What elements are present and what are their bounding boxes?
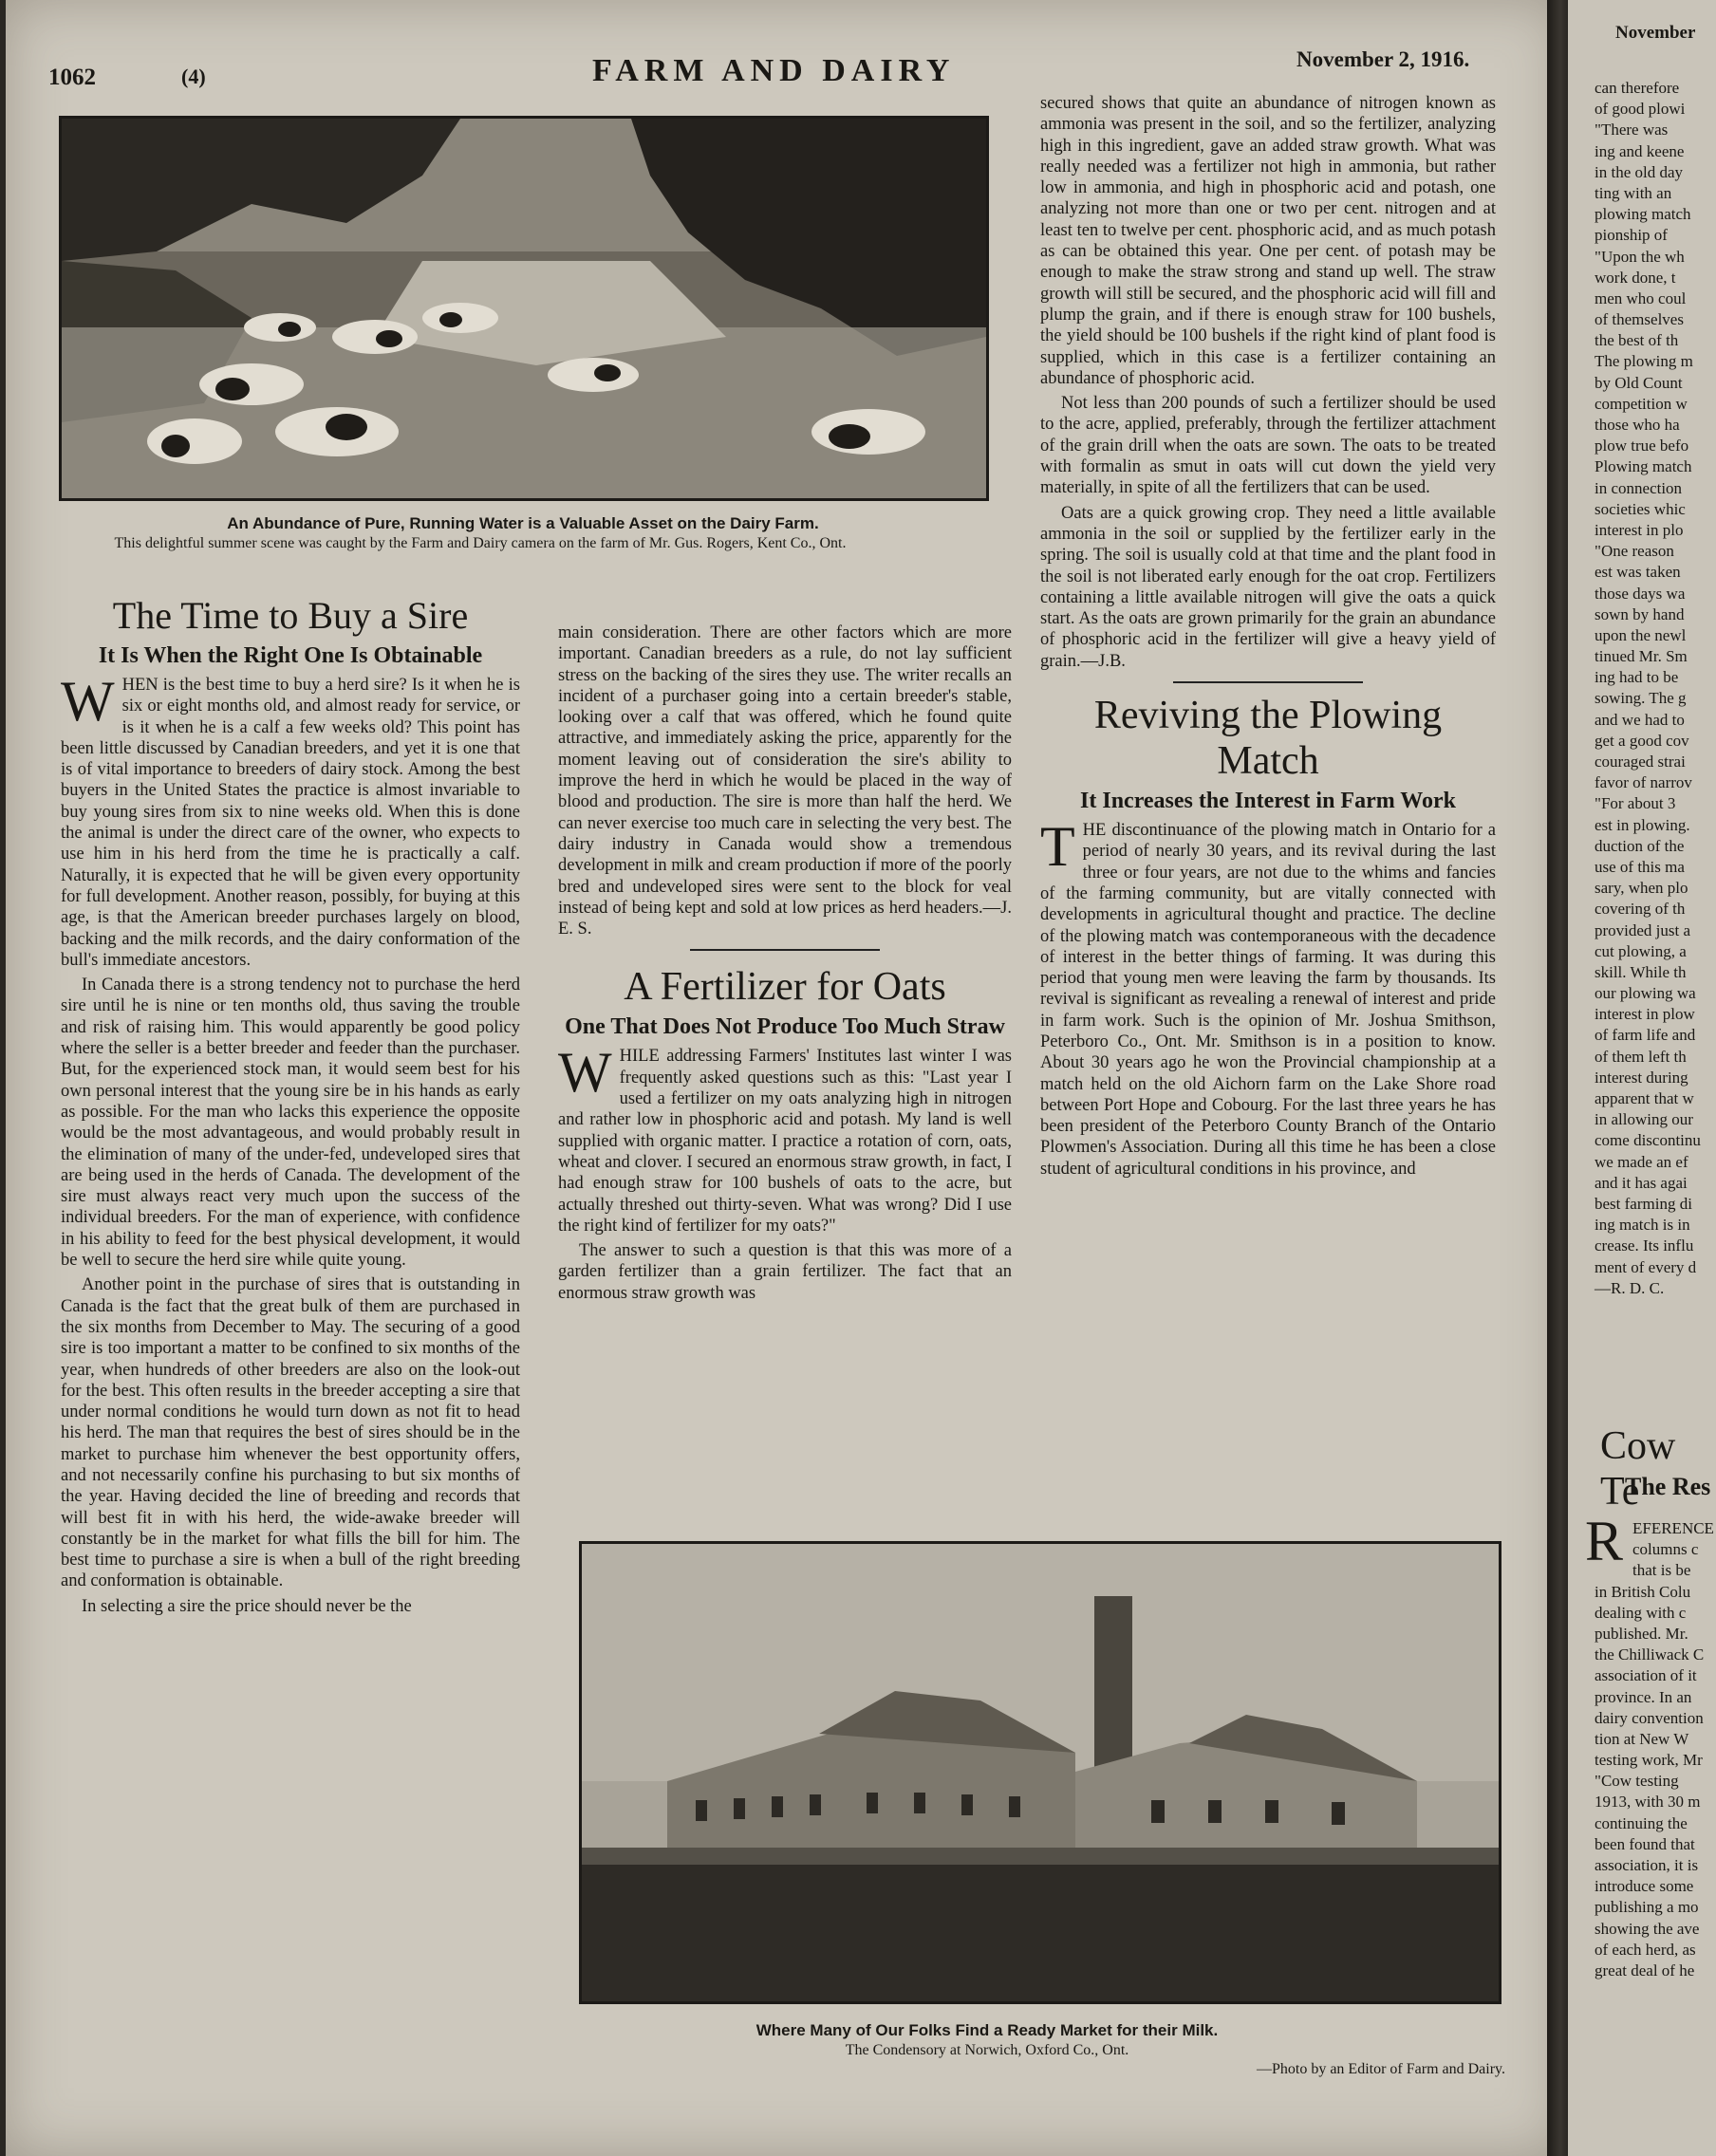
adjacent-text-line: those who ha — [1595, 416, 1680, 434]
adjacent-text-line: great deal of he — [1595, 1961, 1695, 1979]
photo2-caption: Where Many of Our Folks Find a Ready Market for their Milk. — [755, 2021, 1219, 2039]
adjacent-text-line: 1913, with 30 m — [1595, 1793, 1701, 1812]
adjacent-text-line: dealing with c — [1595, 1603, 1687, 1622]
adjacent-text-line: societies whic — [1595, 499, 1686, 518]
article2-dropcap: W — [558, 1041, 612, 1105]
adjacent-text-line: couraged strai — [1595, 753, 1686, 771]
article1-dropcap: W — [61, 670, 115, 733]
adjacent-text-line: "There was — [1595, 121, 1669, 139]
adjacent-text-line: of themselves — [1595, 310, 1684, 329]
photo2-credit: —Photo by an Editor of Farm and Dairy. — [1256, 2061, 1505, 2077]
adjacent-page-dropcap: R — [1585, 1510, 1624, 1572]
newspaper-page — [6, 0, 1562, 2156]
adjacent-text-line: tinued Mr. Sm — [1595, 647, 1688, 666]
adjacent-text-line: pionship of — [1595, 226, 1668, 245]
adjacent-text-line: published. Mr. — [1595, 1624, 1688, 1643]
column-1 — [61, 584, 520, 2026]
article2-subtitle: One That Does Not Produce Too Much Straw — [565, 1014, 1005, 1040]
article1-paragraph: WHEN is the best time to buy a herd sire? Is it when he is six or eight months old, and almost ready for service, or is it when he is a calf a few weeks old? This point has been little discussed by Canadian breeders, and yet it is one that is of vital importance to breeders of dairy stock. Among the best buyers in the United States the practice is almost invariable to buy young sires from six to nine weeks old. When this is done the animal is under the direct care of the owner, who expects to use him in his herd from the time he is practically a calf. Naturally, it is expected that he will be given every opportunity for full development. Another reason, possibly, for buying at this age, is that the American breeder purchases largely on blood, backing and the milk records, and the dairy conformation of the bull's immediate ancestors. — [61, 670, 520, 970]
article1-paragraph: In Canada there is a strong tendency not to purchase the herd sire until he is nine or ten months old, thus saving the trouble and risk of raising him. This would apparently be good policy where the seller is a better breeder and feeder than the purchaser. But, for the experienced stock man, it would seem best for his own personal interest that the young sire be in his hands as early as possible. For the man who lacks this experience the opposite would be the most advantageous, and would probably result in the elimination of many of the under-fed, undeveloped sires that are being used in the herds of Canada. The development of the sire must always react very much upon the success of the individual breeders. For the man of experience, with confidence in his ability to feed for the best physical development, it would be well to secure the herd sire while quite young. — [61, 976, 520, 1271]
adjacent-text-line: The plowing m — [1595, 352, 1693, 371]
masthead: FARM AND DAIRY — [592, 53, 956, 88]
adjacent-page-headline: Cow Te — [1600, 1424, 1676, 1514]
adjacent-text-line: association, it is — [1595, 1856, 1699, 1874]
adjacent-text-line: duction of the — [1595, 836, 1685, 855]
divider — [690, 949, 880, 951]
adjacent-text-line: ing had to be — [1595, 668, 1679, 687]
adjacent-text-line: dairy convention — [1595, 1708, 1704, 1727]
article2-paragraph: Not less than 200 pounds of such a fertilizer should be used to the acre, applied, preferably, through the fertilizer attachment of the grain drill when the oats are sown. The oats to be treated with formalin as smut in oats will cut down the yield very materially, in spite of all the fertilizers that can be used. — [1040, 394, 1496, 498]
adjacent-page-column-bottom — [1595, 1518, 1714, 1981]
article2-paragraph: Oats are a quick growing crop. They need a little available ammonia in the soil or supplied by the fertilizer early in the spring. The soil is usually cold at that time and the plant food in the soil is not liberated early enough for the oat crop. Fertilizers containing a little available nitrogen will give the oats a quick start. As the oats are grown primarily for the grain an abundance of phosphoric acid in the fertilizer will give a heavy yield of grain.—J.B. — [1040, 503, 1496, 671]
adjacent-text-line: get a good cov — [1595, 731, 1689, 750]
adjacent-text-line: publishing a mo — [1595, 1898, 1699, 1917]
adjacent-text-line: best farming di — [1595, 1194, 1692, 1213]
adjacent-text-line: upon the newl — [1595, 625, 1687, 644]
article1-subtitle: It Is When the Right One Is Obtainable — [98, 643, 483, 668]
issue-date: November 2, 1916. — [1296, 47, 1470, 71]
adjacent-text-line: in British Colu — [1595, 1582, 1691, 1601]
article2-paragraph: The answer to such a question is that this was more of a garden fertilizer than a grain fertilizer. The fact that an enormous straw growth was — [558, 1241, 1012, 1303]
adjacent-page-column-top — [1595, 78, 1701, 1299]
adjacent-page — [1568, 0, 1716, 2156]
article2-paragraph: WHILE addressing Farmers' Institutes last winter I was frequently asked questions such as this: "Last year I used a fertilizer on my oats analyzing high in nitrogen and rather low in phosphoric acid and potash. My land is well supplied with organic matter. I practice a rotation of corn, oats, wheat and clover. I secured an enormous straw growth, in fact, I had enough straw for 100 bushels of oats to the acre, but actually threshed out thirty-seven. What was wrong? Did I use the right kind of fertilizer for my oats?" — [558, 1041, 1012, 1236]
adjacent-text-line: apparent that w — [1595, 1089, 1694, 1107]
adjacent-text-line: "For about 3 — [1595, 794, 1676, 813]
adjacent-text-line: tion at New W — [1595, 1729, 1689, 1748]
page-number: 1062 — [48, 65, 96, 90]
adjacent-text-line: ing and keene — [1595, 141, 1685, 160]
adjacent-text-line: interest in plow — [1595, 1005, 1695, 1024]
adjacent-text-line: crease. Its influ — [1595, 1236, 1694, 1255]
adjacent-text-line: we made an ef — [1595, 1152, 1688, 1171]
photo1-caption: An Abundance of Pure, Running Water is a Valuable Asset on the Dairy Farm. — [227, 514, 819, 532]
adjacent-text-line: of good plowi — [1595, 100, 1686, 119]
adjacent-text-line: introduce some — [1595, 1877, 1694, 1896]
adjacent-text-line: of them left th — [1595, 1047, 1687, 1066]
divider — [1173, 681, 1363, 683]
adjacent-text-line: work done, t — [1595, 268, 1676, 287]
cows-water-photo — [59, 116, 989, 501]
adjacent-text-line: sowing. The g — [1595, 689, 1687, 708]
adjacent-text-line: plowing match — [1595, 205, 1691, 224]
condensory-photo — [579, 1541, 1502, 2004]
adjacent-text-line: est was taken — [1595, 563, 1681, 582]
column-2 — [558, 623, 1012, 1519]
section-number: (4) — [181, 65, 206, 88]
adjacent-text-line: the Chilliwack C — [1595, 1645, 1705, 1664]
adjacent-text-line: provided just a — [1595, 920, 1691, 939]
adjacent-text-line: in the old day — [1595, 162, 1684, 181]
photo2-subcaption: The Condensory at Norwich, Oxford Co., Ont. — [845, 2042, 1129, 2058]
adjacent-text-line: competition w — [1595, 394, 1688, 413]
adjacent-text-line: of farm life and — [1595, 1026, 1696, 1045]
article1-paragraph: main consideration. There are other factors which are more important. Canadian breeders as a rule, do not lay sufficient stress on the backing of the sires they use. The writer recalls an incident of a purchaser going into a certain breeder's stable, looking over a calf that was offered, which he found quite attractive, and immediately asking the price, apparently for the moment leaving out of consideration the sire's ability to improve the herd in which he would be placed in the way of blood and production. The sire is more than half the herd. We can never exercise too much care in selecting the very best. The dairy industry in Canada would show a tremendous development in milk and cream production if more of the poorly bred and undeveloped sires were sent to the block for veal instead of being kept and sold at low prices as herd headers.—J. E. S. — [558, 623, 1012, 939]
article3-dropcap: T — [1040, 815, 1075, 879]
adjacent-text-line: our plowing wa — [1595, 984, 1696, 1003]
adjacent-text-line: interest in plo — [1595, 520, 1684, 539]
adjacent-text-line: can therefore — [1595, 79, 1680, 97]
adjacent-text-line: testing work, Mr — [1595, 1751, 1703, 1770]
article1-paragraph: Another point in the purchase of sires that is outstanding in Canada is the fact that the great bulk of them are purchased in the six months from December to May. The securing of a good sire is too important a matter to be confined to six months of the year, when hundreds of other breeders are also on the look-out for the best. This often results in the breeder accepting a sire that under normal conditions he would turn down as not fit to head his herd. The man that requires the best of sires should be in the market to purchase him whenever the best opportunity offers, and not necessarily confine his purchasing to but six months of the year. Having decided the line of breeding and records that will best fit in with his herd, the wide-awake breeder will constantly be in the market for what fills the bill for him. The best time to purchase a sire is when a bull of the right breeding and conformation is obtainable. — [61, 1275, 520, 1591]
article2-paragraph: secured shows that quite an abundance of nitrogen known as ammonia was present in the soil, and so the fertilizer, analyzing high in this ingredient, gave an added straw growth. What was really needed was a fertilizer not high in ammonia, but rather low in ammonia, and high in phosphoric acid and potash, one analyzing not more than one or two per cent. nitrogen and at least ten to twelve per cent. phosphoric acid, and as much potash as can be obtained this year. One per cent. of potash may be enough to make the straw strong and stand up well. The straw growth will still be secured, and the phosphoric acid will fill and plump the grain, and if there is enough straw for 100 bushels, the yield should be 100 bushels if the right kind of plant food is supplied, which in this case is a fertilizer containing an abundance of phosphoric acid. — [1040, 94, 1496, 388]
adjacent-text-line: columns c — [1632, 1540, 1699, 1559]
adjacent-text-line: favor of narrov — [1595, 773, 1692, 792]
adjacent-text-line: ment of every d — [1595, 1257, 1697, 1276]
adjacent-text-line: continuing the — [1595, 1813, 1688, 1832]
photo1-subcaption: This delightful summer scene was caught by the Farm and Dairy camera on the farm of Mr. Gus. Rogers, Kent Co., Ont. — [114, 535, 847, 551]
adjacent-text-line: skill. While th — [1595, 962, 1687, 981]
adjacent-page-subhead: The Res — [1625, 1473, 1711, 1500]
adjacent-text-line: in connection — [1595, 478, 1683, 497]
adjacent-text-line: "Upon the wh — [1595, 247, 1685, 266]
adjacent-text-line: covering of th — [1595, 900, 1686, 919]
adjacent-text-line: —R. D. C. — [1595, 1278, 1665, 1297]
adjacent-text-line: use of this ma — [1595, 857, 1685, 876]
adjacent-text-line: association of it — [1595, 1666, 1697, 1685]
adjacent-text-line: interest during — [1595, 1068, 1688, 1087]
column-3 — [1040, 93, 1496, 1521]
adjacent-text-line: Plowing match — [1595, 457, 1692, 476]
adjacent-text-line: sown by hand — [1595, 604, 1685, 623]
article3-title: Reviving the Plowing Match — [1093, 694, 1443, 784]
article2-title: A Fertilizer for Oats — [624, 965, 946, 1010]
adjacent-text-line: showing the ave — [1595, 1919, 1700, 1938]
adjacent-text-line: and we had to — [1595, 710, 1685, 729]
adjacent-text-line: the best of th — [1595, 331, 1679, 350]
adjacent-text-line: by Old Count — [1595, 373, 1683, 392]
adjacent-text-line: in allowing our — [1595, 1110, 1693, 1129]
adjacent-text-line: EFERENCE — [1632, 1519, 1714, 1537]
adjacent-text-line: cut plowing, a — [1595, 941, 1687, 960]
adjacent-text-line: "Cow testing — [1595, 1772, 1679, 1791]
article3-paragraph: THE discontinuance of the plowing match in Ontario for a period of nearly 30 years, and its revival during the last three or four years, are not due to the whims and fancies of the farming community, but are vitally connected with developments in agricultural thought and practice. The decline of the plowing match was contemporaneous with the decadence of interest in the better things of farming. It was during this period that young men were leaving the farm by thousands. Its revival is significant as revealing a renewal of interest and pride in farm work. Such is the opinion of Mr. Joshua Smithson, Peterboro Co., Ont. Mr. Smithson is in a position to know. About 30 years ago he won the Provincial championship at a match held on the old Aichorn farm on the Lake Shore road between Port Hope and Cobourg. For the last three years he has been president of the Peterboro County Branch of the Ontario Plowmen's Association. During all this time he has been a close student of agricultural conditions in his province, and — [1040, 815, 1496, 1179]
adjacent-text-line: men who coul — [1595, 288, 1687, 307]
adjacent-text-line: been found that — [1595, 1834, 1695, 1853]
adjacent-text-line: sary, when plo — [1595, 879, 1688, 898]
adjacent-text-line: province. In an — [1595, 1687, 1692, 1706]
adjacent-text-line: that is be — [1632, 1561, 1691, 1580]
article3-subtitle: It Increases the Interest in Farm Work — [1080, 789, 1456, 814]
adjacent-text-line: of each herd, as — [1595, 1940, 1696, 1959]
adjacent-text-line: and it has agai — [1595, 1173, 1688, 1192]
adjacent-text-line: those days wa — [1595, 584, 1686, 603]
adjacent-text-line: come discontinu — [1595, 1131, 1701, 1150]
adjacent-page-header: November — [1615, 23, 1696, 43]
article1-title: The Time to Buy a Sire — [112, 594, 469, 637]
article1-paragraph: In selecting a sire the price should never be the — [82, 1596, 412, 1616]
adjacent-text-line: plow true befo — [1595, 437, 1689, 455]
adjacent-text-line: ing match is in — [1595, 1216, 1690, 1235]
page-header — [6, 38, 1553, 90]
adjacent-text-line: est in plowing. — [1595, 815, 1690, 834]
adjacent-text-line: ting with an — [1595, 183, 1672, 202]
adjacent-text-line: "One reason — [1595, 542, 1674, 561]
